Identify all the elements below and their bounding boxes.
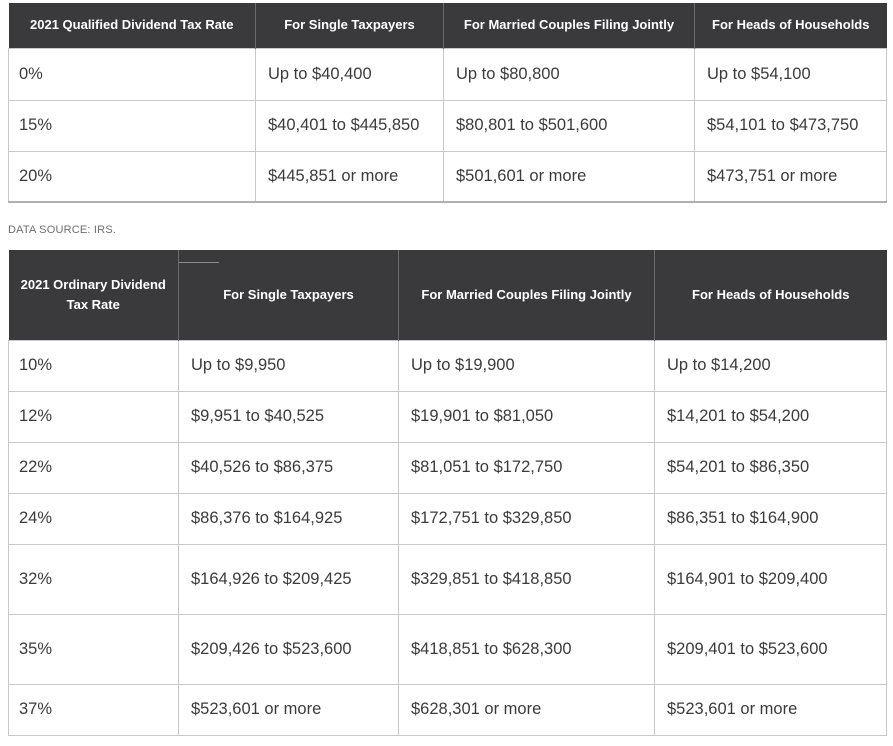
table-header-row: [9, 250, 887, 340]
rate-cell: 0%: [9, 48, 256, 100]
heads-cell: $54,101 to $473,750: [695, 100, 887, 151]
married-cell: $81,051 to $172,750: [399, 442, 655, 493]
header-single: For Single Taxpayers: [179, 250, 399, 340]
single-cell: $445,851 or more: [256, 151, 444, 202]
heads-cell: $86,351 to $164,900: [655, 493, 887, 544]
married-cell: $501,601 or more: [444, 151, 695, 202]
header-divider: [179, 262, 219, 263]
header-heads: For Heads of Households: [655, 250, 887, 340]
rate-cell: 10%: [9, 340, 179, 391]
heads-cell: Up to $54,100: [695, 48, 887, 100]
married-cell: $80,801 to $501,600: [444, 100, 695, 151]
heads-cell: $54,201 to $86,350: [655, 442, 887, 493]
single-cell: $209,426 to $523,600: [179, 614, 399, 684]
married-cell: $19,901 to $81,050: [399, 391, 655, 442]
rate-cell: 20%: [9, 151, 256, 202]
rate-cell: 24%: [9, 493, 179, 544]
data-source-caption: DATA SOURCE: IRS.: [8, 224, 117, 236]
header-rate: [9, 250, 179, 340]
header-married: For Married Couples Filing Jointly: [444, 3, 695, 48]
table-row: [9, 151, 887, 202]
rate-cell: 12%: [9, 391, 179, 442]
header-single: For Single Taxpayers: [256, 3, 444, 48]
heads-cell: $209,401 to $523,600: [655, 614, 887, 684]
single-cell: $523,601 or more: [179, 684, 399, 735]
table-row: [9, 614, 887, 684]
heads-cell: $523,601 or more: [655, 684, 887, 735]
married-cell: Up to $80,800: [444, 48, 695, 100]
heads-cell: $14,201 to $54,200: [655, 391, 887, 442]
single-cell: $86,376 to $164,925: [179, 493, 399, 544]
rate-cell: 37%: [9, 684, 179, 735]
table-row: [9, 100, 887, 151]
header-heads: For Heads of Households: [695, 3, 887, 48]
single-cell: Up to $9,950: [179, 340, 399, 391]
table-row: [9, 684, 887, 735]
table-row: [9, 493, 887, 544]
table-row: [9, 442, 887, 493]
table-row: [9, 391, 887, 442]
heads-cell: $473,751 or more: [695, 151, 887, 202]
married-cell: $418,851 to $628,300: [399, 614, 655, 684]
heads-cell: $164,901 to $209,400: [655, 544, 887, 614]
married-cell: Up to $19,900: [399, 340, 655, 391]
table-row: [9, 544, 887, 614]
married-cell: $172,751 to $329,850: [399, 493, 655, 544]
rate-cell: 22%: [9, 442, 179, 493]
header-rate: 2021 Qualified Dividend Tax Rate: [9, 3, 256, 48]
ordinary-dividend-table: [8, 250, 887, 736]
single-cell: $164,926 to $209,425: [179, 544, 399, 614]
single-cell: $9,951 to $40,525: [179, 391, 399, 442]
table-row: [9, 340, 887, 391]
rate-cell: 35%: [9, 614, 179, 684]
table-row: [9, 48, 887, 100]
married-cell: $329,851 to $418,850: [399, 544, 655, 614]
heads-cell: Up to $14,200: [655, 340, 887, 391]
rate-cell: 15%: [9, 100, 256, 151]
header-rate-label: 2021 Ordinary Dividend Tax Rate: [20, 276, 166, 312]
single-cell: $40,401 to $445,850: [256, 100, 444, 151]
qualified-dividend-table: [8, 3, 887, 203]
header-married: For Married Couples Filing Jointly: [399, 250, 655, 340]
married-cell: $628,301 or more: [399, 684, 655, 735]
table-header-row: [9, 3, 887, 48]
single-cell: Up to $40,400: [256, 48, 444, 100]
single-cell: $40,526 to $86,375: [179, 442, 399, 493]
rate-cell: 32%: [9, 544, 179, 614]
